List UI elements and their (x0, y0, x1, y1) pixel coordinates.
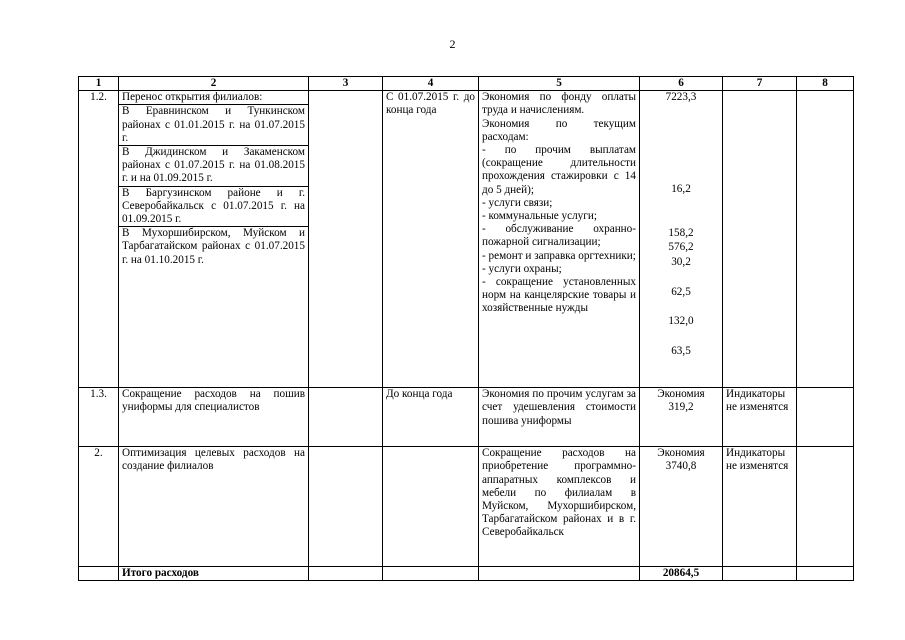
branch-item: В Баргузинском районе и г. Северобайкальск с 01.07.2015 г. на 01.09.2015 г. (119, 186, 308, 227)
measure-cell: Сокращение расходов на пошив униформы для специалистов (119, 388, 309, 447)
total-blank (383, 567, 479, 581)
col-3-cell (309, 91, 383, 388)
col-8-cell (797, 91, 854, 388)
col-7-cell (723, 91, 797, 388)
table-row (79, 91, 854, 388)
amount-value: 319,2 (668, 401, 694, 414)
description-line: - коммунальные услуги; (482, 210, 597, 223)
amount-value: 576,2 (668, 241, 694, 254)
measure-title: Перенос открытия филиалов: (122, 91, 263, 104)
header-col-2: 2 (119, 77, 309, 91)
amount-label: Экономия (657, 447, 705, 460)
amount-value: 30,2 (671, 256, 691, 269)
measure-cell (119, 91, 309, 388)
amount-value: 3740,8 (665, 460, 697, 473)
description-line: - обслуживание охранно-пожарной сигнализации; (482, 223, 636, 249)
header-col-8: 8 (797, 77, 854, 91)
period-cell: С 01.07.2015 г. до конца года (383, 91, 479, 388)
description-line: Экономия по текущим расходам: (482, 117, 636, 143)
col-3-cell (309, 388, 383, 447)
row-number: 1.3. (79, 388, 119, 447)
amount-value: 132,0 (668, 315, 694, 328)
description-line: - ремонт и заправка оргтехники; (482, 249, 636, 262)
page-number: 2 (449, 37, 456, 51)
description-line: Экономия по фонду оплаты труда и начислениям. (482, 91, 636, 117)
amount-cell (640, 388, 723, 447)
header-col-7: 7 (723, 77, 797, 91)
amount-value: 16,2 (671, 183, 691, 196)
total-blank (797, 567, 854, 581)
measure-cell: Оптимизация целевых расходов на создание филиалов (119, 447, 309, 567)
col-8-cell (797, 388, 854, 447)
total-label: Итого расходов (119, 567, 309, 581)
period-cell: До конца года (383, 388, 479, 447)
branch-subtable (119, 91, 308, 267)
amount-value: 7223,3 (665, 91, 697, 104)
description-cell: Экономия по прочим услугам за счет удешевления стоимости пошива униформы (479, 388, 640, 447)
header-col-3: 3 (309, 77, 383, 91)
header-row (79, 77, 854, 91)
total-value: 20864,5 (640, 567, 723, 581)
total-blank (79, 567, 119, 581)
description-line: - сокращение установленных норм на канцелярские товары и хозяйственные нужды (482, 276, 636, 315)
description-line: - услуги связи; (482, 196, 553, 209)
description-cell (479, 91, 640, 388)
row-number: 1.2. (79, 91, 119, 388)
total-blank (309, 567, 383, 581)
branch-item: В Еравнинском и Тункинском районах с 01.01.2015 г. на 01.07.2015 г. (119, 105, 308, 146)
description-line: - по прочим выплатам (сокращение длительности прохождения стажировки с 14 до 5 дней); (482, 144, 636, 196)
col-3-cell (309, 447, 383, 567)
table-row (79, 388, 854, 447)
expenses-table (78, 76, 854, 581)
total-row (79, 567, 854, 581)
total-blank (723, 567, 797, 581)
description-cell: Сокращение расходов на приобретение программно-аппаратных комплексов и мебели по филиалам в Муйском, Мухоршибирском, Тарбагатайском районах и в г. Северобайкальск (479, 447, 640, 567)
row-number: 2. (79, 447, 119, 567)
col-8-cell (797, 447, 854, 567)
header-col-6: 6 (640, 77, 723, 91)
amount-value: 63,5 (671, 345, 691, 358)
indicator-cell: Индикаторы не изменятся (723, 447, 797, 567)
total-blank (479, 567, 640, 581)
period-cell (383, 447, 479, 567)
amount-value: 158,2 (668, 227, 694, 240)
amount-label: Экономия (657, 388, 705, 401)
header-col-1: 1 (79, 77, 119, 91)
amount-cell (640, 447, 723, 567)
amount-cell (640, 91, 723, 388)
header-col-4: 4 (383, 77, 479, 91)
header-col-5: 5 (479, 77, 640, 91)
amount-value: 62,5 (671, 286, 691, 299)
branch-item: В Джидинском и Закаменском районах с 01.07.2015 г. на 01.08.2015 г. и на 01.09.2015 г. (119, 146, 308, 187)
branch-item: В Мухоршибирском, Муйском и Тарбагатайском районах с 01.07.2015 г. на 01.10.2015 г. (119, 227, 308, 267)
table-row (79, 447, 854, 567)
indicator-cell: Индикаторы не изменятся (723, 388, 797, 447)
description-line: - услуги охраны; (482, 262, 562, 275)
